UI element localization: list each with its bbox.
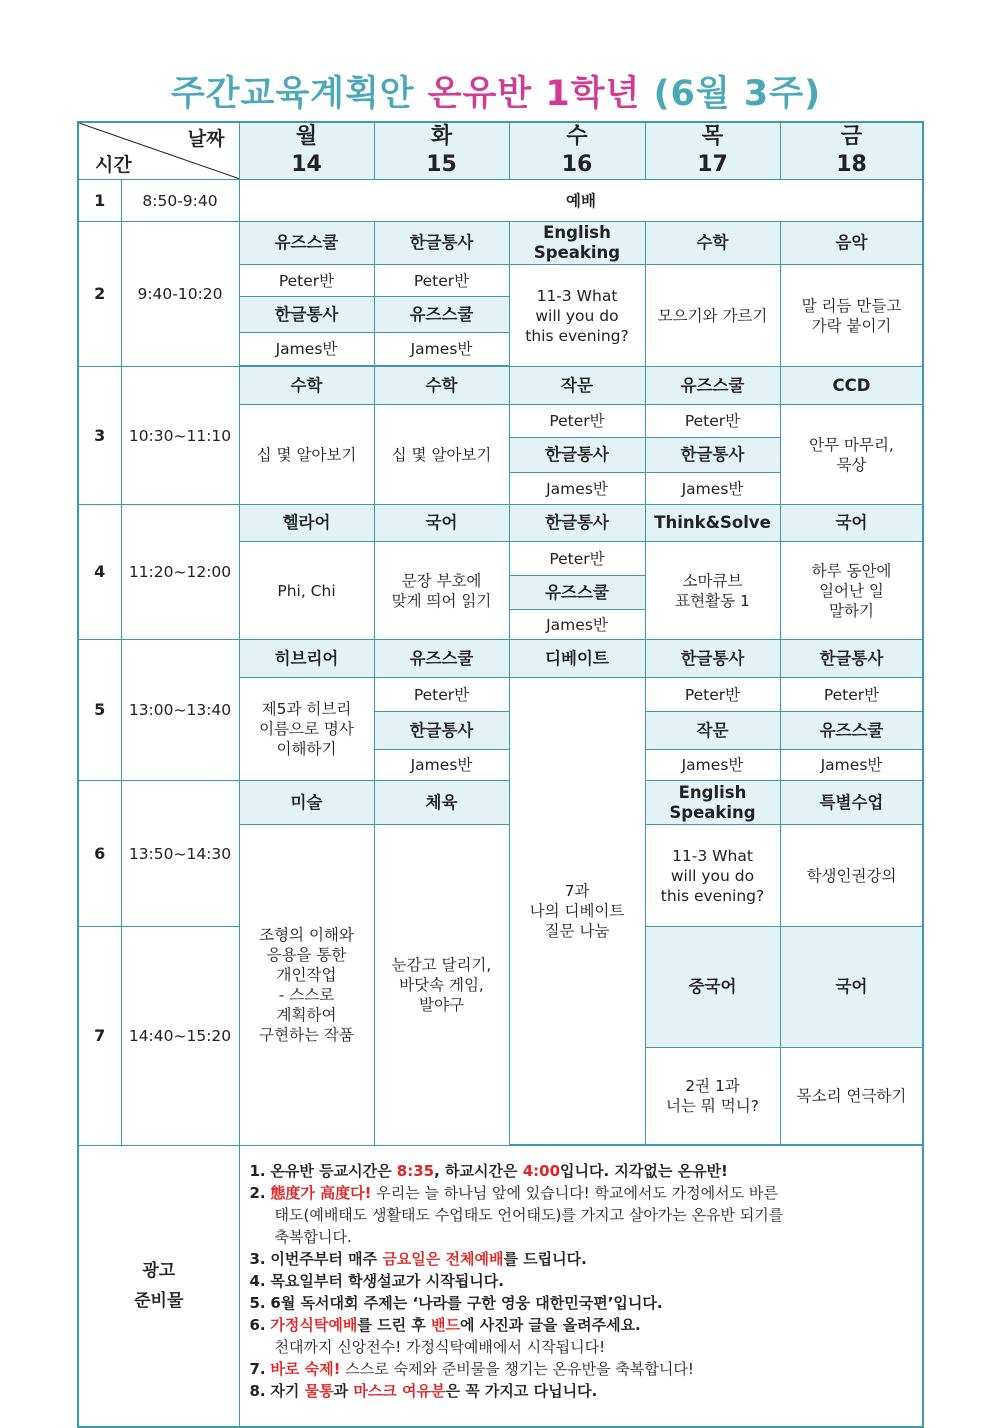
group-cell: James반 xyxy=(374,750,509,781)
day-date: 16 xyxy=(561,152,593,177)
content-line: 구현하는 작품 xyxy=(259,1026,354,1044)
title-week: (6월 3주) xyxy=(653,74,822,114)
subject-cell: 유즈스쿨 xyxy=(509,576,645,610)
subject-cell: 한글통사 xyxy=(239,297,374,333)
content-line: 안무 마무리, xyxy=(809,435,894,454)
period-number: 5 xyxy=(78,640,121,781)
subject-cell: 수학 xyxy=(645,222,780,265)
subject-cell: 한글통사 xyxy=(645,438,780,473)
day-name: 화 xyxy=(430,124,453,149)
period-time: 13:00~13:40 xyxy=(121,640,239,781)
subject-cell: 디베이트 xyxy=(509,640,645,678)
period-time: 8:50-9:40 xyxy=(121,180,239,222)
period-number: 2 xyxy=(78,222,121,367)
notice-label-ad: 광고 xyxy=(142,1260,176,1281)
header-corner xyxy=(78,122,239,180)
subject-cell xyxy=(509,222,645,265)
subject-cell: 한글통사 xyxy=(374,712,509,750)
group-cell: James반 xyxy=(509,473,645,505)
subject-cell: 특별수업 xyxy=(780,781,923,825)
subject-cell: 국어 xyxy=(374,505,509,542)
content-line: will you do xyxy=(670,866,755,885)
content-cell: 목소리 연극하기 xyxy=(780,1048,923,1145)
subject-cell: 수학 xyxy=(239,367,374,405)
notice-item-cont: 천대까지 신앙전수! 가정식탁예배에서 시작됩니다! xyxy=(274,1338,606,1356)
group-cell: James반 xyxy=(374,333,509,366)
notice-item-cont: 태도(예배태도 생활태도 수업태도 언어태도)를 가지고 살아가는 온유반 되기를 xyxy=(274,1206,784,1224)
content-line: 묵상 xyxy=(836,455,867,474)
content-line: - 스스로 xyxy=(278,986,335,1004)
subject-cell: 한글통사 xyxy=(374,222,509,265)
group-cell: James반 xyxy=(645,473,780,505)
content-line: 하루 동안에 xyxy=(811,561,892,580)
subject-cell: 체육 xyxy=(374,781,509,825)
content-cell xyxy=(780,405,923,505)
worship-cell: 예배 xyxy=(239,180,923,222)
period-number: 1 xyxy=(78,180,121,222)
subject-cell: 한글통사 xyxy=(509,438,645,473)
content-line: 소마큐브 xyxy=(682,571,743,590)
period-number: 6 xyxy=(78,781,121,927)
content-line: 말 리듬 만들고 xyxy=(801,296,902,315)
day-name: 금 xyxy=(840,124,863,149)
notice-item: 6. 가정식탁예배를 드린 후 밴드에 사진과 글을 올려주세요. xyxy=(249,1316,641,1334)
time-label: 시간 xyxy=(95,154,132,176)
content-line: 11-3 What xyxy=(672,846,753,865)
content-cell: 십 몇 알아보기 xyxy=(239,405,374,505)
notice-item: 3. 이번주부터 매주 금요일은 전체예배를 드립니다. xyxy=(249,1250,587,1268)
content-cell xyxy=(780,265,923,367)
period-number: 3 xyxy=(78,367,121,505)
subject-cell xyxy=(645,781,780,825)
subject-cell: 유즈스쿨 xyxy=(374,640,509,678)
group-cell: Peter반 xyxy=(509,405,645,438)
group-cell: Peter반 xyxy=(645,678,780,712)
group-cell: Peter반 xyxy=(509,542,645,576)
subject-cell: 미술 xyxy=(239,781,374,825)
notice-item: 8. 자기 물통과 마스크 여유분은 꼭 가지고 다닙니다. xyxy=(249,1382,598,1400)
content-cell xyxy=(374,542,509,640)
subject-line: Speaking xyxy=(533,243,621,262)
subject-cell: 히브리어 xyxy=(239,640,374,678)
content-line: 2권 1과 xyxy=(685,1077,740,1095)
notice-item: 1. 온유반 등교시간은 8:35, 하교시간은 4:00입니다. 지각없는 온유반! xyxy=(249,1162,728,1180)
notice-content xyxy=(239,1146,923,1427)
subject-cell: 유즈스쿨 xyxy=(645,367,780,405)
content-line: 너는 뭐 먹니? xyxy=(666,1097,759,1115)
group-cell: Peter반 xyxy=(374,265,509,297)
schedule-table xyxy=(77,121,924,1428)
title-grade: 1학년 xyxy=(545,74,641,114)
content-cell xyxy=(645,1048,780,1145)
content-line: 일어난 일 xyxy=(819,581,884,600)
group-cell: James반 xyxy=(645,750,780,781)
content-line: 이해하기 xyxy=(276,740,337,758)
subject-cell: 중국어 xyxy=(645,927,780,1048)
group-cell: Peter반 xyxy=(374,678,509,712)
day-name: 목 xyxy=(701,124,724,149)
day-header-thu xyxy=(645,122,780,180)
group-cell: James반 xyxy=(780,750,923,781)
day-header-wed xyxy=(509,122,645,180)
group-cell: Peter반 xyxy=(780,678,923,712)
content-line: 계획하여 xyxy=(276,1006,337,1024)
day-date: 17 xyxy=(697,152,728,177)
content-cell: 모으기와 가르기 xyxy=(645,265,780,367)
day-name: 월 xyxy=(295,124,318,149)
subject-cell: 작문 xyxy=(509,367,645,405)
content-cell xyxy=(645,542,780,640)
content-line: 7과 xyxy=(564,882,590,900)
content-cell xyxy=(780,542,923,640)
subject-cell: 국어 xyxy=(780,927,923,1048)
content-cell: 십 몇 알아보기 xyxy=(374,405,509,505)
content-cell xyxy=(239,825,374,1146)
content-line: 이름으로 명사 xyxy=(259,720,354,738)
content-cell xyxy=(374,825,509,1146)
content-line: 조형의 이해와 xyxy=(259,926,354,944)
notice-item: 2. 態度가 高度다! 우리는 늘 하나님 앞에 있습니다! 학교에서도 가정에서도 바른 xyxy=(249,1184,778,1202)
group-cell: Peter반 xyxy=(645,405,780,438)
notice-label-supplies: 준비물 xyxy=(134,1290,184,1311)
notice-item-cont: 축복합니다. xyxy=(274,1228,352,1246)
page-title xyxy=(0,66,992,116)
content-line: 가락 붙이기 xyxy=(811,316,892,335)
content-cell xyxy=(239,678,374,781)
content-line: 바닷속 게임, xyxy=(399,976,484,994)
notice-item: 5. 6월 독서대회 주제는 ‘나라를 구한 영웅 대한민국편’입니다. xyxy=(249,1294,663,1312)
subject-cell: 한글통사 xyxy=(780,640,923,678)
content-line: 나의 디베이트 xyxy=(529,902,625,920)
period-time: 9:40-10:20 xyxy=(121,222,239,367)
content-cell xyxy=(509,678,645,1145)
period-number: 7 xyxy=(78,927,121,1146)
title-class: 온유반 xyxy=(427,74,533,114)
subject-line: Speaking xyxy=(669,802,756,822)
content-cell xyxy=(509,265,645,367)
subject-cell: 한글통사 xyxy=(645,640,780,678)
content-line: 제5과 히브리 xyxy=(261,700,352,718)
subject-cell: 한글통사 xyxy=(509,505,645,542)
content-line: 문장 부호에 xyxy=(401,571,482,590)
notice-label xyxy=(78,1146,239,1427)
content-line: 응용을 통한 xyxy=(266,946,347,964)
content-line: 말하기 xyxy=(829,601,874,620)
group-cell: Peter반 xyxy=(239,265,374,297)
subject-cell: 음악 xyxy=(780,222,923,265)
content-cell: Phi, Chi xyxy=(239,542,374,640)
period-time: 13:50~14:30 xyxy=(121,781,239,927)
date-label: 날짜 xyxy=(187,128,225,150)
content-line: 11-3 What xyxy=(536,286,618,305)
notice-item: 4. 목요일부터 학생설교가 시작됩니다. xyxy=(249,1272,504,1290)
content-cell: 학생인권강의 xyxy=(780,825,923,927)
period-time: 10:30~11:10 xyxy=(121,367,239,505)
content-line: 질문 나눔 xyxy=(544,922,610,940)
subject-cell: 작문 xyxy=(645,712,780,750)
notice-item: 7. 바로 숙제! 스스로 숙제와 준비물을 챙기는 온유반을 축복합니다! xyxy=(249,1360,694,1378)
subject-cell: 헬라어 xyxy=(239,505,374,542)
group-cell: James반 xyxy=(239,333,374,366)
subject-cell: CCD xyxy=(780,367,923,405)
subject-cell: 국어 xyxy=(780,505,923,542)
content-line: 표현활동 1 xyxy=(675,591,750,610)
day-name: 수 xyxy=(566,124,588,149)
subject-cell: 유즈스쿨 xyxy=(239,222,374,265)
content-line: 발야구 xyxy=(419,996,464,1014)
content-line: 맞게 띄어 읽기 xyxy=(391,591,492,610)
day-date: 15 xyxy=(426,152,457,177)
day-header-fri xyxy=(780,122,923,180)
content-line: 눈감고 달리기, xyxy=(391,956,492,974)
day-header-mon xyxy=(239,122,374,180)
group-cell: James반 xyxy=(509,610,645,640)
subject-cell: Think&Solve xyxy=(645,505,780,542)
subject-line: English xyxy=(678,782,747,802)
subject-cell: 유즈스쿨 xyxy=(780,712,923,750)
content-line: will you do xyxy=(535,306,619,325)
day-date: 18 xyxy=(836,152,867,177)
period-time: 11:20~12:00 xyxy=(121,505,239,640)
content-line: this evening? xyxy=(525,326,629,345)
subject-cell: 수학 xyxy=(374,367,509,405)
period-number: 4 xyxy=(78,505,121,640)
content-cell xyxy=(645,825,780,927)
day-date: 14 xyxy=(291,152,322,177)
content-line: this evening? xyxy=(660,886,765,905)
subject-line: English xyxy=(543,223,611,242)
content-line: 개인작업 xyxy=(276,966,337,984)
subject-cell: 유즈스쿨 xyxy=(374,297,509,333)
title-plan: 주간교육계획안 xyxy=(170,74,415,114)
day-header-tue xyxy=(374,122,509,180)
period-time: 14:40~15:20 xyxy=(121,927,239,1146)
